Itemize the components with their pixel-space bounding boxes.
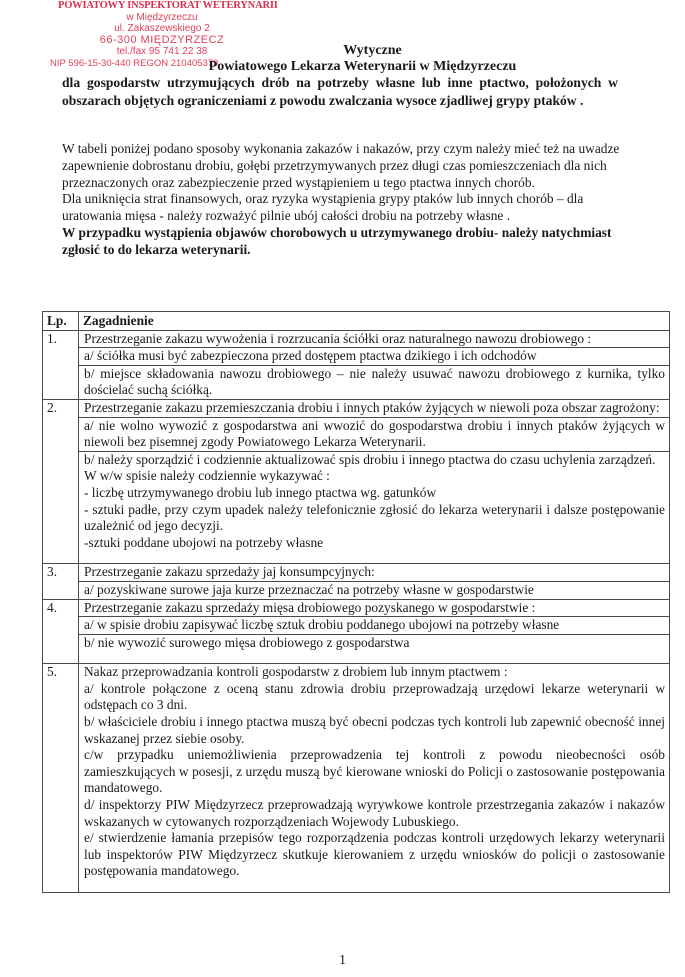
topic-cell	[79, 617, 670, 635]
topic-cell	[79, 348, 670, 366]
cell-spacer	[84, 880, 665, 892]
table-row	[43, 599, 670, 617]
table-row	[43, 330, 670, 348]
row-number: 1.	[43, 330, 79, 399]
table-row	[43, 581, 670, 599]
cell-spacer	[84, 551, 665, 563]
stamp-phone: tel./fax 95 741 22 38	[116, 46, 208, 57]
topic-cell	[79, 417, 670, 451]
topic-line: b/ nie wywozić surowego mięsa drobiowego z gospodarstwa	[84, 634, 410, 650]
topic-line: - liczbę utrzymywanego drobiu lub innego ptactwa wg. gatunków	[84, 484, 437, 500]
topic-line: Przestrzeganie zakazu sprzedaży mięsa drobiowego pozyskanego w gospodarstwie :	[84, 599, 536, 615]
topic-line: b/ miejsce składowania nawozu drobiowego – nie należy usuwać nawozu drobiowego z kurnika, tylko dościelać suchą ściółką.	[84, 365, 665, 398]
topic-cell	[79, 664, 670, 893]
header-topic: Zagadnienie	[79, 312, 670, 331]
table-row	[43, 365, 670, 399]
row-number: 4.	[43, 599, 79, 664]
document-subtitle: dla gospodarstw utrzymujących drób na potrzeby własne lub inne ptactwo, położonych w obszarach objętych ograniczeniami z powodu zwalczania wysoce zjadliwej grypy ptaków .	[62, 75, 618, 108]
stamp-street: ul. Zakaszewskiego 2	[114, 23, 210, 34]
row-number: 3.	[43, 564, 79, 599]
intro-paragraph-2: Dla uniknięcia strat finansowych, oraz ryzyka wystąpienia grypy ptaków lub innych chorób – dla uratowania mięsa - należy rozważyć pilnie ubój całości drobiu na potrzeby własne .	[62, 191, 584, 224]
intro-warning: W przypadku wystąpienia objawów chorobowych u utrzymywanego drobiu- należy natychmiast zgłosić to do lekarza weterynarii.	[62, 224, 612, 257]
topic-line: -sztuki poddane ubojowi na potrzeby własne	[84, 534, 324, 550]
document-title: Wytyczne	[343, 43, 402, 58]
topic-line: - sztuki padłe, przy czym upadek należy telefonicznie zgłosić do lekarza weterynarii i dalsze postępowanie uzależnić od jego decyzji.	[84, 501, 665, 534]
topic-line: b/ właściciele drobiu i innego ptactwa muszą być obecni podczas tych kontroli lub zapewnić obecność innej wskazanej przez siebie osoby.	[84, 714, 665, 746]
topic-line: e/ stwierdzenie łamania przepisów tego rozporządzenia podczas kontroli urzędowych lekarzy weterynarii lub inspektorów PIW Międzyrzecz skutkuje kierowaniem z urzędu wniosków do policji o zastosowanie postępowania mandatowego.	[84, 830, 665, 879]
topic-cell	[79, 634, 670, 664]
table-header-row	[43, 312, 670, 331]
topic-line: c/w przypadku uniemożliwienia przeprowadzenia tej kontroli z powodu nieobecności osób zamieszkujących w posesji, z urzędu muszą być kierowane wnioski do Policji o zastosowanie postępowania mandatowego.	[84, 747, 665, 796]
topic-line: a/ kontrole połączone z oceną stanu zdrowia drobiu przeprowadzają urzędowi lekarze weterynarii w odstępach co 3 dni.	[84, 680, 665, 713]
topic-cell	[79, 451, 670, 564]
row-number: 2.	[43, 399, 79, 563]
table-row	[43, 564, 670, 582]
header-lp: Lp.	[43, 312, 79, 331]
table-body	[43, 330, 670, 892]
table-row	[43, 664, 670, 893]
page-number: 1	[339, 953, 346, 968]
topic-line: Nakaz przeprowadzania kontroli gospodarstw z drobiem lub innym ptactwem :	[84, 664, 508, 680]
topic-cell	[79, 365, 670, 399]
stamp-location: w Międzyrzeczu	[126, 11, 198, 23]
cell-spacer	[84, 651, 665, 663]
topic-cell	[79, 399, 670, 417]
topic-line: b/ należy sporządzić i codziennie aktualizować spis drobiu i innego ptactwa do czasu uchylenia zarządzeń.	[84, 451, 656, 467]
intro-section	[62, 141, 642, 259]
topic-line: Przestrzeganie zakazu sprzedaży jaj konsumpcyjnych:	[84, 564, 375, 580]
table-row	[43, 617, 670, 635]
row-number: 5.	[43, 664, 79, 893]
table-row	[43, 348, 670, 366]
guidelines-table	[42, 311, 670, 893]
topic-line: a/ ściółka musi być zabezpieczona przed dostępem ptactwa dzikiego i ich odchodów	[84, 348, 537, 364]
topic-cell	[79, 599, 670, 617]
topic-line: Przestrzeganie zakazu przemieszczania drobiu i innych ptaków żyjących w niewoli poza obszar zagrożony:	[84, 399, 660, 415]
topic-cell	[79, 581, 670, 599]
intro-paragraph-1: W tabeli poniżej podano sposoby wykonania zakazów i nakazów, przy czym należy mieć też na uwadze zapewnienie dobrostanu drobiu, gołębi przetrzymywanych przez długi czas pomieszczeniach dla nich przeznaczonych oraz zabezpieczenie przed wystąpieniem u tego ptactwa innych chorób.	[62, 141, 620, 190]
stamp-nip-regon: NIP 596-15-30-440 REGON 210405379	[50, 57, 219, 69]
topic-cell	[79, 330, 670, 348]
topic-line: W w/w spisie należy codziennie wykazywać :	[84, 468, 330, 484]
stamp-city: 66-300 MIĘDZYRZECZ	[99, 33, 225, 46]
table-row	[43, 451, 670, 564]
topic-line: a/ nie wolno wywozić z gospodarstwa ani wwozić do gospodarstwa drobiu i innych ptaków żyjących w niewoli bez pisemnej zgody Powiatowego Lekarza Weterynarii.	[84, 417, 665, 450]
table-row	[43, 634, 670, 664]
table-row	[43, 399, 670, 417]
topic-cell	[79, 564, 670, 582]
stamp-title: POWIATOWY INSPEKTORAT WETERYNARII	[58, 0, 278, 11]
topic-line: d/ inspektorzy PIW Międzyrzecz przeprowadzają wyrywkowe kontrole przestrzegania zakazów i nakazów wskazanych w cytowanych rozporządzeniach Wojewody Lubuskiego.	[84, 797, 665, 829]
topic-line: Przestrzeganie zakazu wywożenia i rozrzucania ściółki oraz naturalnego nawozu drobiowego :	[84, 330, 592, 346]
topic-line: a/ w spisie drobiu zapisywać liczbę sztuk drobiu poddanego ubojowi na potrzeby własne	[84, 617, 560, 633]
topic-line: a/ pozyskiwane surowe jaja kurze przeznaczać na potrzeby własne w gospodarstwie	[84, 581, 534, 597]
table-row	[43, 417, 670, 451]
document-issuer: Powiatowego Lekarza Weterynarii w Międzyrzeczu	[208, 59, 517, 74]
